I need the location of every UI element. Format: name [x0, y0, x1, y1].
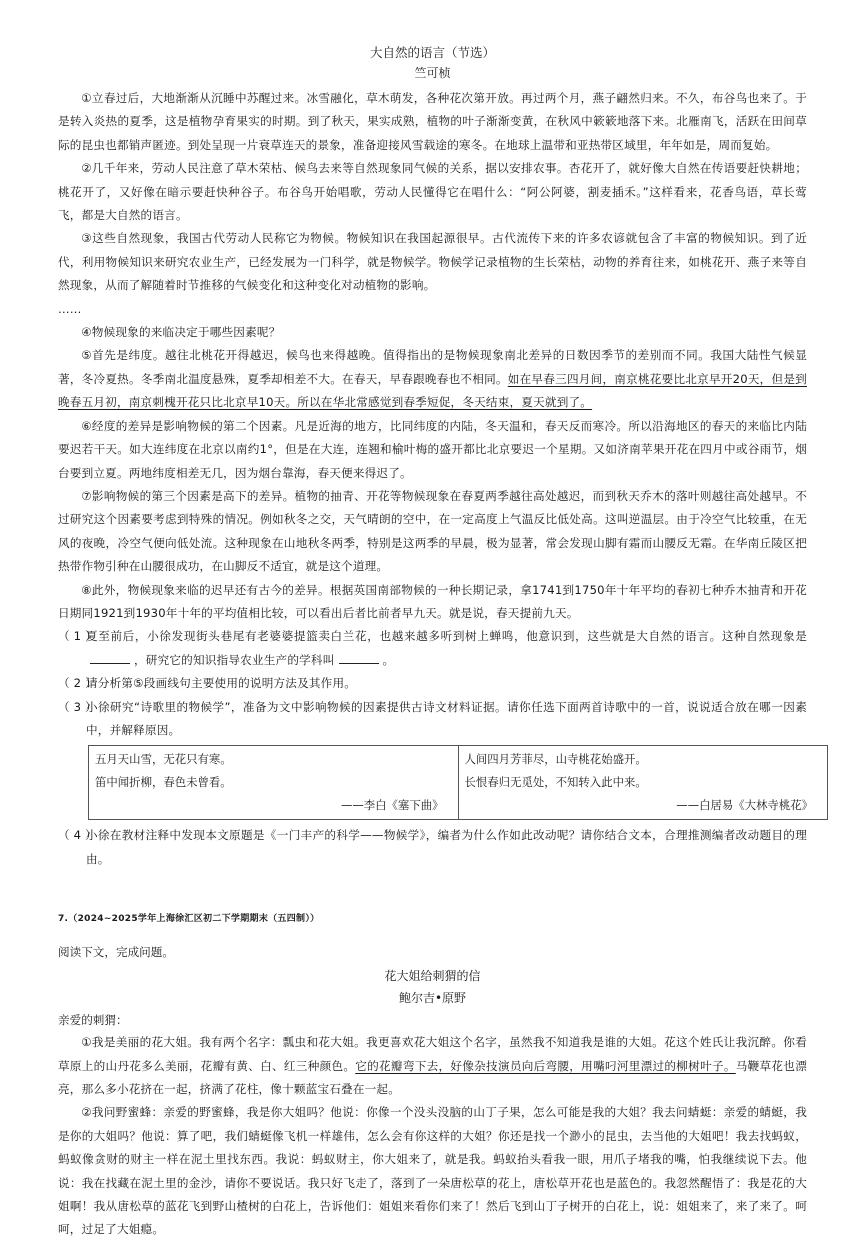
question-1-number: （ 1 ） — [58, 629, 97, 644]
question-3-number: （ 3 ） — [58, 699, 97, 714]
answer-blank-2[interactable] — [339, 649, 379, 664]
passage-author: 竺可桢 — [414, 66, 451, 80]
question-2-number: （ 2 ） — [58, 676, 97, 691]
paragraph-5 — [58, 344, 807, 414]
passage-title: 大自然的语言（节选） — [369, 45, 495, 60]
poem-2-source: ——白居易《大林寺桃花》 — [676, 798, 813, 813]
question-2 — [58, 672, 807, 695]
paragraph-1: ①立春过后，大地渐渐从沉睡中苏醒过来。冰雪融化，草木萌发，各种花次第开放。再过两个月，燕子翩然归来。不久，布谷鸟也来了。于是转入炎热的夏季，这是植物孕育果实的时期。到了秋天，果实成熟，植物的叶子渐渐变黄，在秋风中簌簌地落下来。北雁南飞，活跃在田间草际的昆虫也都销声匿迹。到处呈现一片衰草连天的景象，准备迎接风雪载途的寒冬。在地球上温带和亚热带区域里，年年如是，周而复始。 — [58, 91, 807, 152]
letter-author: 鲍尔吉•原野 — [398, 991, 467, 1006]
letter-paragraph-1-text: ①我是美丽的花大姐。我有两个名字：瓢虫和花大姐。我更喜欢花大姐这个名字，虽然我不知道我是谁的大姐。花这个姓氏让我沉醉。你看草原上的山丹花多么美丽，花瓣有黄、白、红三种颜色。 — [58, 1035, 807, 1073]
poem-2-line-2: 长恨春归无觅处，不知转入此中来。 — [464, 775, 647, 790]
poem-2-line-1: 人间四月芳菲尽，山寺桃花始盛开。 — [464, 752, 647, 767]
letter-greeting: 亲爱的刺猬： — [58, 1013, 128, 1028]
question-1-text: 夏至前后，小徐发现街头巷尾有老婆婆提篮卖白兰花，也越来越多听到树上蝉鸣，他意识到，这些就是大自然的语言。这种自然现象是 — [86, 629, 807, 644]
question-3 — [58, 696, 807, 743]
paragraph-5-underlined-sentence: 如在早春三四月间，南京桃花要比北京早开20天，但是到晚春五月初，南京刺槐开花只比北京早10天。所以在华北常感觉到春季短促，冬天结束，夏天就到了。 — [58, 371, 807, 410]
paragraph-5-text: ⑤首先是纬度。越往北桃花开得越迟，候鸟也来得越晚。值得指出的是物候现象南北差异的日数因季节的差别而不同。我国大陆性气候显著，冬冷夏热。冬季南北温度悬殊，夏季却相差不大。在春天，早春跟晚春也不相同。 — [58, 348, 807, 386]
question-1-text-mid: ，研究它的知识指导农业生产的学科叫 — [134, 652, 335, 667]
paragraph-2: ②几千年来，劳动人民注意了草木荣枯、候鸟去来等自然现象同气候的关系，据以安排农事。杏花开了，就好像大自然在传语要赶快耕地；桃花开了，又好像在暗示要赶快种谷子。布谷鸟开始唱歌，劳动人民懂得它在唱什么：“阿公阿婆，割麦插禾。”这样看来，花香鸟语，草长莺飞，都是大自然的语言。 — [58, 161, 807, 223]
section-7-instruction: 阅读下文，完成问题。 — [58, 945, 174, 960]
paragraph-7: ⑦影响物候的第三个因素是高下的差异。植物的抽青、开花等物候现象在春夏两季越往高处越迟，而到秋天乔木的落叶则越往高处越早。不过研究这个因素要考虑到特殊的情况。例如秋冬之交，天气晴朗的空中，在一定高度上气温反比低处高。这叫逆温层。由于冷空气比较重，在无风的夜晚，冷空气便向低处流。这种现象在山地秋冬两季，特别是这两季的早晨，极为显著，常会发现山脚有霜而山腰反无霜。在华南丘陵区把热带作物引种在山腰很成功，在山脚反不适宜，就是这个道理。 — [58, 488, 807, 574]
paragraph-8: ⑧此外，物候现象来临的迟早还有古今的差异。根据英国南部物候的一种长期记录，拿1741到1750年十年平均的春初七种乔木抽青和开花日期同1921到1930年十年的平均值相比较，可以看出后者比前者早九天。就是说，春天提前九天。 — [58, 582, 807, 620]
section-7-header: 7.（2024~2025学年上海徐汇区初二下学期期末（五四制）） — [58, 914, 320, 925]
question-4-text: 小徐在教材注释中发现本文原题是《一门丰产的科学——物候学》，编者为什么作如此改动呢？请你结合文本，合理推测编者改动题目的理由。 — [86, 828, 807, 866]
answer-blank-1[interactable] — [90, 649, 130, 664]
question-2-text: 请分析第⑤段画线句主要使用的说明方法及其作用。 — [86, 676, 357, 691]
letter-paragraph-2: ②我问野蜜蜂：亲爱的野蜜蜂，我是你大姐吗？他说：你像一个没头没脑的山丁子果，怎么可能是我的大姐？我去问蜻蜓：亲爱的蜻蜓，我是你的大姐吗？他说：算了吧，我们蜻蜓像飞机一样雄伟，怎么会有你这样的大姐？你还是找一个渺小的昆虫，去当他的大姐吧！我去找蚂蚁，蚂蚁像贪财的财主一样在泥土里找东西。我说：蚂蚁财主，你大姐来了，就是我。蚂蚁抬头看我一眼，用爪子堵我的嘴，怕我继续说下去。他说：我在找藏在泥土里的金沙，请你不要说话。我只好飞走了，落到了一朵唐松草的花上，唐松草开花也是蓝色的。我忽然醒悟了：我是花的大姐啊！我从唐松草的蓝花飞到野山楂树的白花上，告诉他们：姐姐来看你们来了！然后飞到山丁子树开的白花上，说：姐姐来了，来了来了。呵呵，过足了大姐瘾。 — [58, 1105, 807, 1237]
letter-paragraph-1-underlined: 它的花瓣弯下去，好像杂技演员向后弯腰，用嘴叼河里漂过的柳树叶子。 — [355, 1058, 736, 1073]
poem-table — [88, 745, 828, 820]
question-1-text-end: 。 — [382, 652, 395, 667]
question-4-number: （ 4 ） — [58, 828, 97, 843]
paragraph-3: ③这些自然现象，我国古代劳动人民称它为物候。物候知识在我国起源很早。古代流传下来的许多农谚就包含了丰富的物候知识。到了近代，利用物候知识来研究农业生产，已经发展为一门科学，就是物候学。物候学记录植物的生长荣枯，动物的养育往来，如桃花开、燕子来等自然现象，从而了解随着时节推移的气候变化和这种变化对动植物的影响。 — [58, 231, 807, 293]
question-1 — [58, 625, 807, 672]
letter-paragraph-1 — [58, 1031, 807, 1101]
paragraph-4: ④物候现象的来临决定于哪些因素呢？ — [81, 325, 281, 340]
letter-paragraph-1-text-end: 马鞭草花也漂亮，那么多小花挤在一起，挤满了花柱，像十颗蓝宝石叠在一起。 — [58, 1058, 807, 1096]
question-3-text: 小徐研究“诗歌里的物候学”，准备为文中影响物候的因素提供古诗文材料证据。请你任选下面两首诗歌中的一首，说说适合放在哪一因素中，并解释原因。 — [86, 699, 807, 737]
poem-1-line-2: 笛中闻折柳，春色未曾看。 — [95, 775, 232, 790]
poem-cell-2 — [458, 746, 828, 820]
ellipsis: …… — [58, 301, 82, 316]
poem-cell-1 — [89, 746, 459, 820]
letter-title: 花大姐给刺猬的信 — [384, 969, 481, 984]
paragraph-6: ⑥经度的差异是影响物候的第二个因素。凡是近海的地方，比同纬度的内陆，冬天温和，春天反而寒冷。所以沿海地区的春天的来临比内陆要迟若干天。如大连纬度在北京以南约1°，但是在大连，连翘和榆叶梅的盛开都比北京要迟一个星期。又如济南苹果开花在四月中或谷雨节，烟台要到立夏。两地纬度相差无几，因为烟台靠海，春天便来得迟了。 — [58, 418, 807, 480]
question-4 — [58, 824, 807, 871]
poem-1-source: ——李白《塞下曲》 — [340, 798, 444, 813]
poem-1-line-1: 五月天山雪，无花只有寒。 — [95, 752, 232, 767]
